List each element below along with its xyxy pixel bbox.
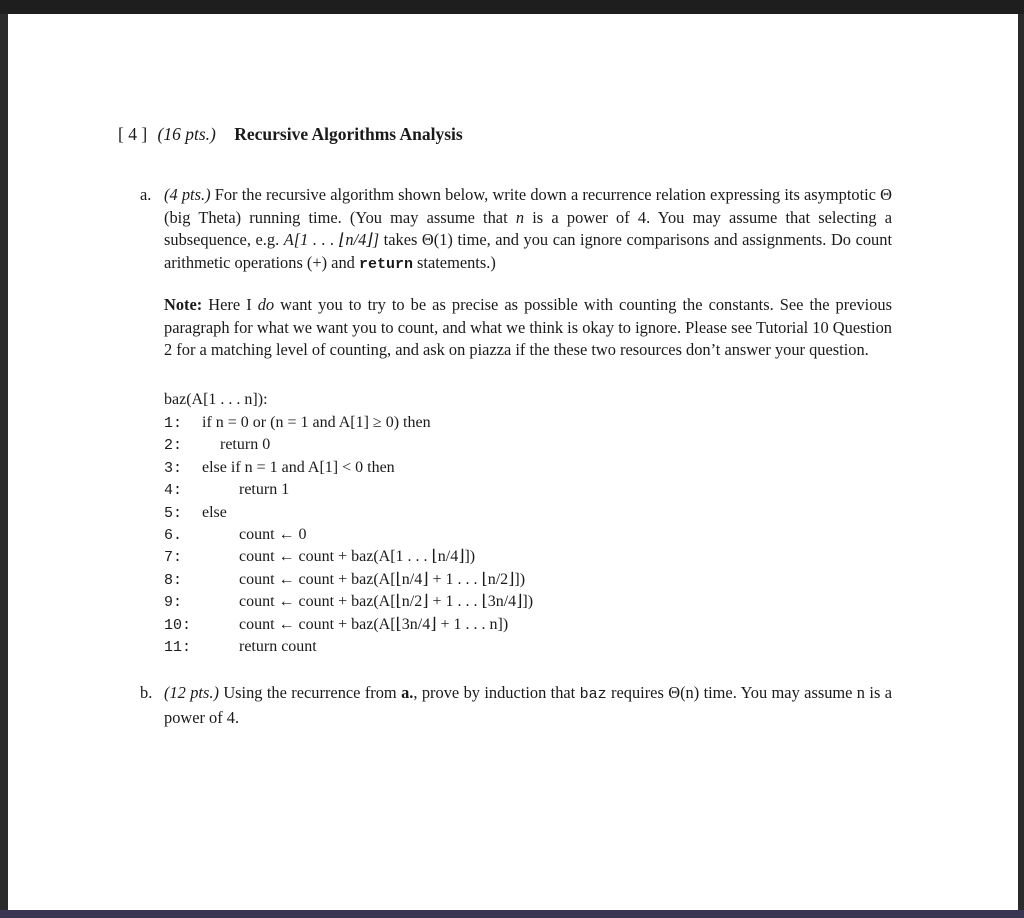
part-b (140, 682, 892, 729)
part-a-points: (4 pts.) (164, 185, 211, 204)
line-number: 7: (164, 549, 183, 566)
part-b-points: (12 pts.) (164, 683, 219, 702)
line-code: count ← count + baz(A[⌊n/4⌋ + 1 . . . ⌊n/2⌋]) (239, 571, 526, 588)
line-code: count ← 0 (239, 526, 307, 543)
line-code: return 1 (239, 481, 290, 498)
line-code: else if n = 1 and A[1] < 0 then (202, 459, 395, 476)
line-code: return 0 (220, 436, 271, 453)
line-code: count ← count + baz(A[⌊n/2⌋ + 1 . . . ⌊3n/4⌋]) (239, 593, 534, 610)
part-a-label: a. (140, 185, 152, 204)
algo-line (164, 614, 508, 636)
algo-line (164, 524, 307, 546)
subsequence-example: A[1 . . . ⌊n/4⌋] (283, 230, 380, 249)
document-page (8, 14, 1018, 910)
part-b-text-3: requires Θ(n) time. You may assume n is a power of 4. (164, 683, 892, 727)
note-emphasis: do (257, 295, 275, 314)
function-name: baz (579, 686, 607, 703)
line-number: 5: (164, 505, 183, 522)
part-a-text-1: For the recursive algorithm shown below, write down a recurrence relation expressing its asymptotic Θ (big Theta) running time. (You may assume that (164, 185, 892, 227)
line-number: 9: (164, 594, 183, 611)
line-code: if n = 0 or (n = 1 and A[1] ≥ 0) then (202, 414, 431, 431)
algo-line (164, 412, 431, 434)
algo-line (164, 591, 533, 613)
part-b-text-2: , prove by induction that (413, 683, 580, 702)
part-a (140, 184, 892, 362)
line-number: 4: (164, 482, 183, 499)
var-n: n (515, 207, 525, 227)
note-paragraph (164, 294, 892, 362)
note-label: Note: (164, 295, 203, 314)
line-number: 8: (164, 572, 183, 589)
algorithm-signature: baz(A[1 . . . n]): (164, 391, 268, 408)
line-number: 10: (164, 617, 192, 634)
return-keyword: return (358, 255, 413, 273)
line-number: 6. (164, 527, 183, 544)
algo-line (164, 434, 270, 456)
line-number: 3: (164, 460, 183, 477)
part-a-text-2: is a power of 4. You may assume that selecting a subsequence, e.g. (164, 207, 892, 249)
part-b-text-1: Using the recurrence from (218, 683, 402, 702)
line-number: 1: (164, 415, 183, 432)
algo-line (164, 457, 395, 479)
part-a-text-4: statements.) (412, 252, 496, 272)
line-code: count ← count + baz(A[1 . . . ⌊n/4⌋]) (239, 548, 476, 565)
problem-heading (118, 124, 463, 145)
algo-line (164, 636, 317, 658)
line-code: else (202, 504, 227, 521)
algo-line (164, 479, 289, 501)
line-number: 2: (164, 437, 183, 454)
part-a-paragraph (164, 184, 892, 276)
line-number: 11: (164, 639, 192, 656)
problem-number: [ 4 ] (118, 124, 148, 144)
viewer-bottom-bar (0, 910, 1024, 918)
part-b-paragraph (164, 682, 892, 729)
part-b-label: b. (140, 683, 153, 702)
algo-line (164, 546, 475, 568)
problem-points: (16 pts.) (157, 124, 216, 144)
part-b-ref: a. (401, 683, 414, 702)
line-code: count ← count + baz(A[⌊3n/4⌋ + 1 . . . n]) (239, 616, 509, 633)
viewer-top-bar (0, 0, 1024, 14)
problem-title: Recursive Algorithms Analysis (234, 124, 463, 144)
note-text-2: want you to try to be as precise as possible with counting the constants. See the previous paragraph for what we want you to count, and what we think is okay to ignore. Please see Tutorial 10 Question 2 for a matching level of counting, and ask on piazza if the these two resources don’t answer your question. (164, 295, 892, 359)
note-text-1: Here I (202, 295, 258, 314)
algo-line (164, 569, 525, 591)
algo-line (164, 502, 227, 524)
line-code: return count (239, 638, 317, 655)
part-a-text-3: takes Θ(1) time, and you can ignore comparisons and assignments. Do count arithmetic operations (+) and (164, 230, 892, 272)
